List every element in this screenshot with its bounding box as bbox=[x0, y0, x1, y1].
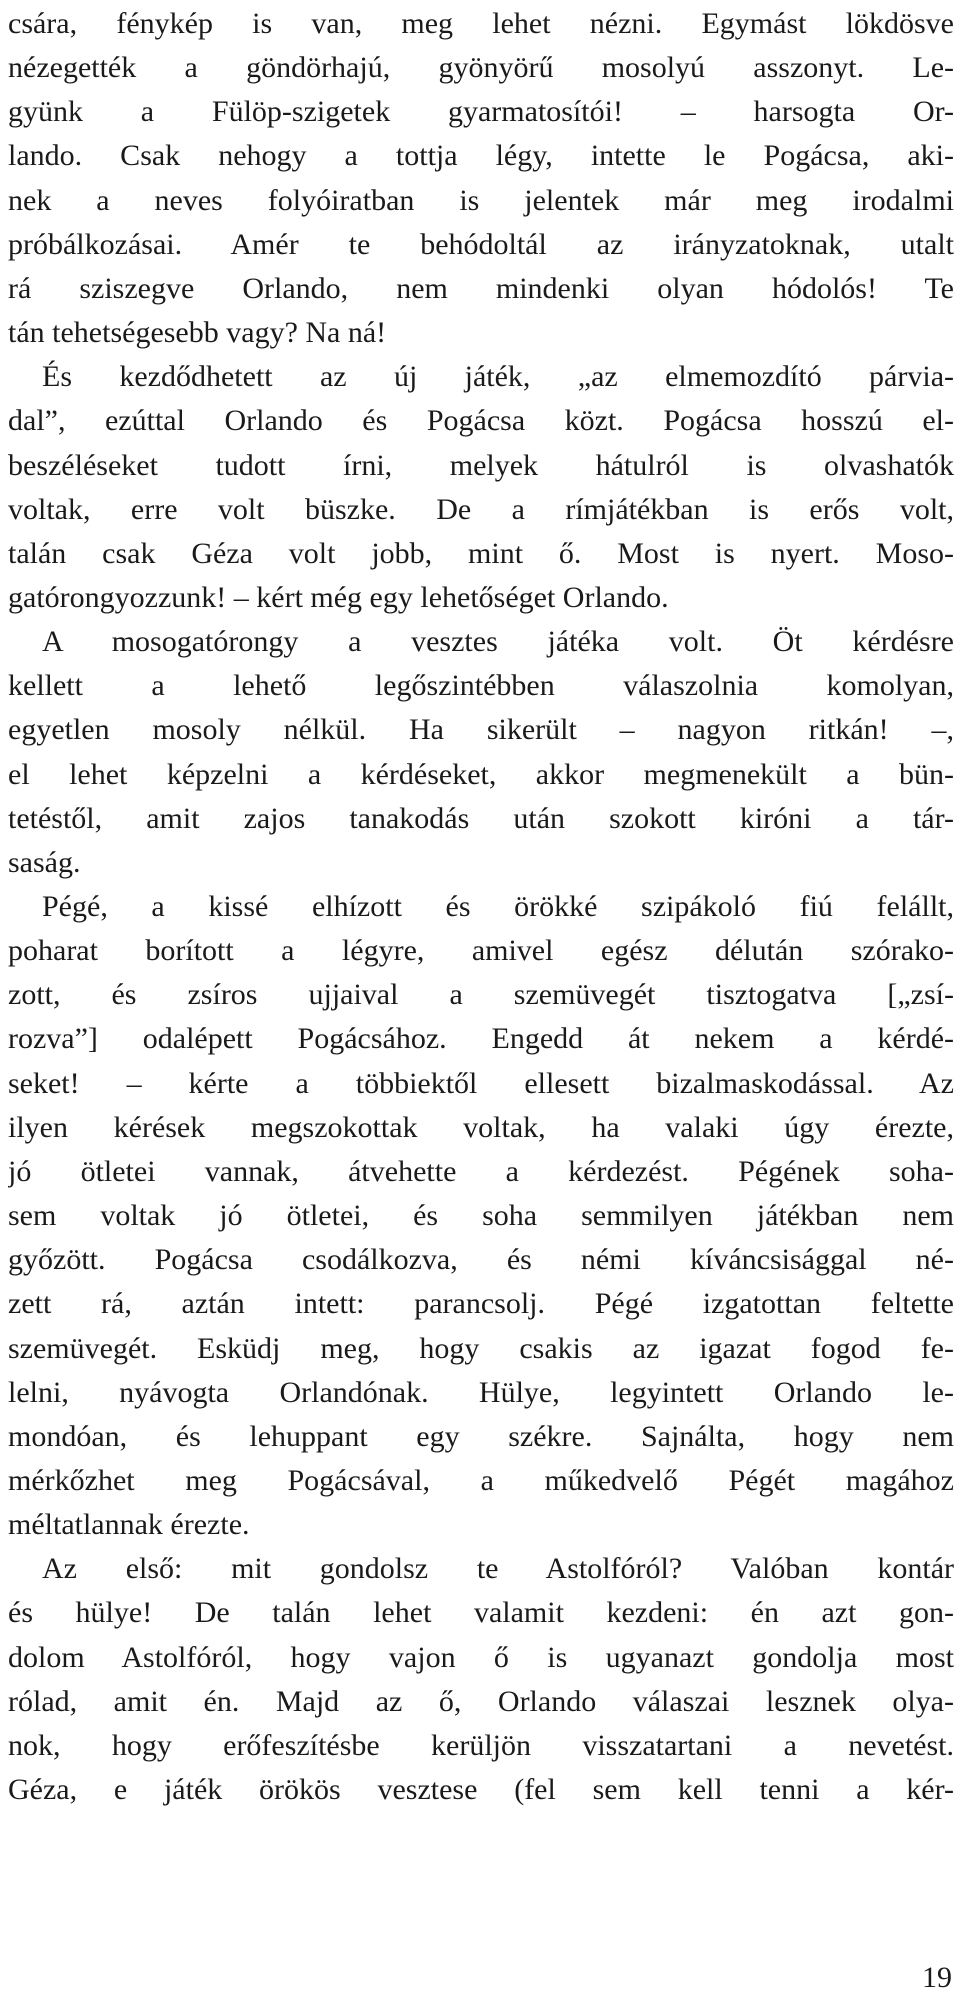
text-line: szemüvegét. Esküdj meg, hogy csakis az igazat fogod fe- bbox=[8, 1331, 954, 1365]
text-line: nézegették a göndörhajú, gyönyörű mosolyú asszonyt. Le- bbox=[8, 51, 954, 85]
text-line: lando. Csak nehogy a tottja légy, intette le Pogácsa, aki- bbox=[8, 139, 954, 173]
text-line: talán csak Géza volt jobb, mint ő. Most is nyert. Moso- bbox=[8, 536, 954, 570]
text-line: rozva”] odalépett Pogácsához. Engedd át nekem a kérdé- bbox=[8, 1022, 954, 1056]
text-line: lelni, nyávogta Orlandónak. Hülye, legyintett Orlando le- bbox=[8, 1375, 954, 1409]
text-line: voltak, erre volt büszke. De a rímjátékban is erős volt, bbox=[8, 492, 954, 526]
text-line: gyünk a Fülöp-szigetek gyarmatosítói! – harsogta Or- bbox=[8, 95, 954, 129]
text-line: dal”, ezúttal Orlando és Pogácsa közt. Pogácsa hosszú el- bbox=[8, 404, 954, 438]
text-line: És kezdődhetett az új játék, „az elmemozdító párvia- bbox=[42, 360, 954, 394]
text-line: tetéstől, amit zajos tanakodás után szokott kiróni a tár- bbox=[8, 801, 954, 835]
text-line: mérkőzhet meg Pogácsával, a műkedvelő Pégét magához bbox=[8, 1463, 954, 1497]
text-line: rá sziszegve Orlando, nem mindenki olyan hódolós! Te bbox=[8, 271, 954, 305]
text-line: zott, és zsíros ujjaival a szemüvegét tisztogatva [„zsí- bbox=[8, 978, 954, 1012]
text-line: méltatlannak érezte. bbox=[8, 1508, 250, 1542]
text-line: egyetlen mosoly nélkül. Ha sikerült – nagyon ritkán! –, bbox=[8, 713, 954, 747]
text-line: Géza, e játék örökös vesztese (fel sem kell tenni a kér- bbox=[8, 1773, 954, 1806]
text-line: kellett a lehető legőszintébben válaszolnia komolyan, bbox=[8, 669, 954, 703]
text-line: csára, fénykép is van, meg lehet nézni. Egymást lökdösve bbox=[8, 7, 954, 40]
text-line: poharat borított a légyre, amivel egész délután szórako- bbox=[8, 934, 954, 968]
text-line: A mosogatórongy a vesztes játéka volt. Öt kérdésre bbox=[42, 625, 954, 659]
text-line: sem voltak jó ötletei, és soha semmilyen játékban nem bbox=[8, 1199, 954, 1233]
text-line: seket! – kérte a többiektől ellesett bizalmaskodással. Az bbox=[8, 1066, 954, 1100]
text-line: és hülye! De talán lehet valamit kezdeni: én azt gon- bbox=[8, 1596, 954, 1630]
text-line: mondóan, és lehuppant egy székre. Sajnálta, hogy nem bbox=[8, 1419, 954, 1453]
text-line: rólad, amit én. Majd az ő, Orlando válaszai lesznek olya- bbox=[8, 1684, 954, 1718]
text-line: saság. bbox=[8, 845, 81, 879]
text-line: gatórongyozzunk! – kért még egy lehetőséget Orlando. bbox=[8, 580, 669, 614]
text-line: nok, hogy erőfeszítésbe kerüljön visszatartani a nevetést. bbox=[8, 1728, 954, 1762]
text-line: beszéléseket tudott írni, melyek hátulról is olvashatók bbox=[8, 448, 954, 482]
text-line: jó ötletei vannak, átvehette a kérdezést. Pégének soha- bbox=[8, 1154, 954, 1188]
text-line: győzött. Pogácsa csodálkozva, és némi kíváncsisággal né- bbox=[8, 1243, 954, 1277]
text-line: zett rá, aztán intett: parancsolj. Pégé izgatottan feltette bbox=[8, 1287, 954, 1321]
page-number: 19 bbox=[922, 1961, 952, 1994]
text-line: ilyen kérések megszokottak voltak, ha valaki úgy érezte, bbox=[8, 1110, 954, 1144]
text-line: Az első: mit gondolsz te Astolfóról? Valóban kontár bbox=[42, 1552, 954, 1586]
text-line: el lehet képzelni a kérdéseket, akkor megmenekült a bün- bbox=[8, 757, 954, 791]
text-line: dolom Astolfóról, hogy vajon ő is ugyanazt gondolja most bbox=[8, 1640, 954, 1674]
text-line: nek a neves folyóiratban is jelentek már meg irodalmi bbox=[8, 183, 954, 217]
text-line: próbálkozásai. Amér te behódoltál az irányzatoknak, utalt bbox=[8, 227, 954, 261]
text-line: Pégé, a kissé elhízott és örökké szipákoló fiú felállt, bbox=[42, 890, 954, 923]
text-line: tán tehetségesebb vagy? Na ná! bbox=[8, 316, 387, 350]
